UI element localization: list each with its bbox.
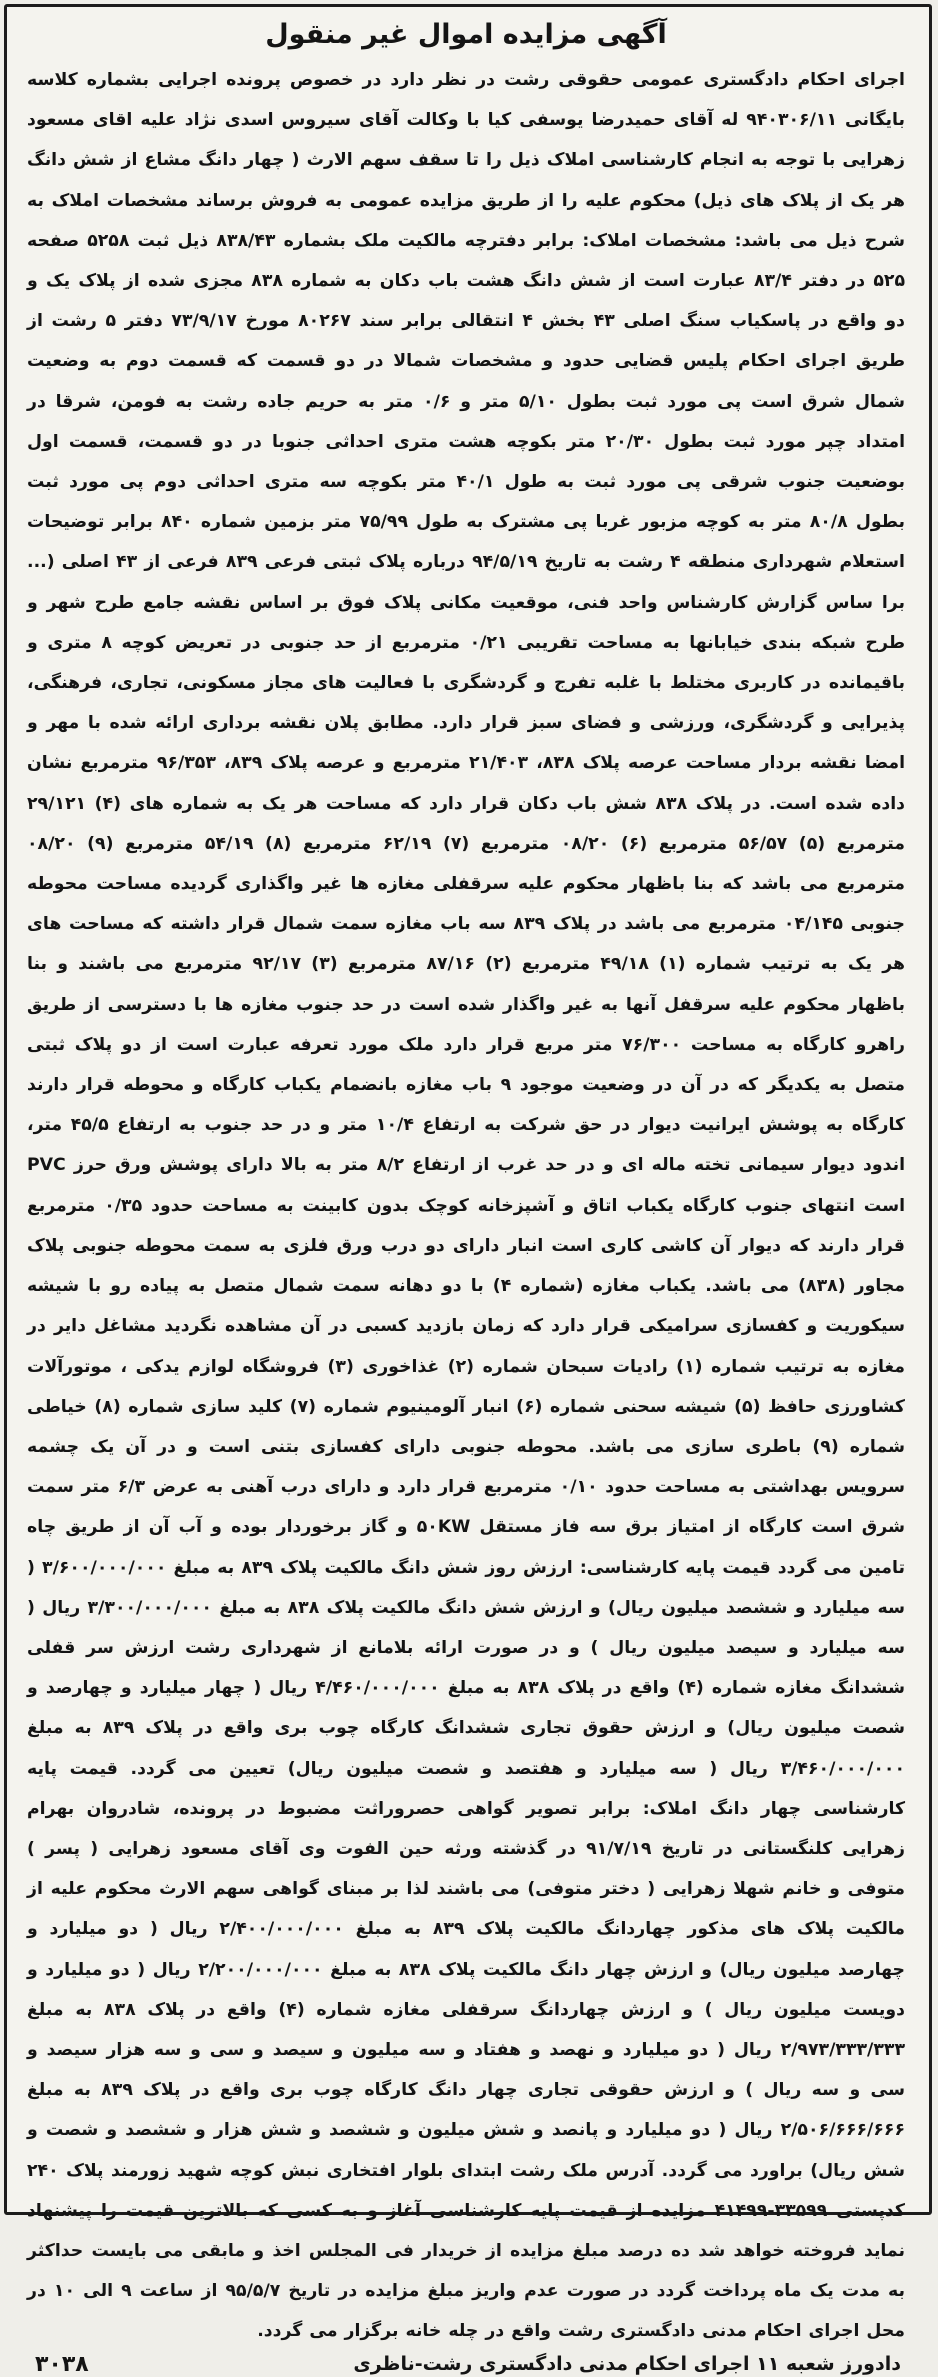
notice-footer bbox=[27, 2352, 905, 2377]
notice-title: آگهی مزایده اموال غیر منقول bbox=[265, 19, 667, 50]
notice-body: اجرای احکام دادگستری عمومی حقوقی رشت در نظر دارد در خصوص پرونده اجرایی بشماره کلاسه بایگانی ۹۴۰۳۰۶/۱۱ له آقای حمیدرضا یوسفی کیا با وکالت آقای سیروس اسدی نژاد علیه اقای مسعود زهرایی با توجه به انجام کارشناسی املاک ذیل را تا سقف سهم الارث ( چهار دانگ مشاع از شش دانگ هر یک از پلاک های ذیل) محکوم علیه را از طریق مزایده عمومی به فروش برساند مشخصات املاک به شرح ذیل می باشد: مشخصات املاک: برابر دفترچه مالکیت ملک بشماره ۸۳۸/۴۳ ذیل ثبت ۵۲۵۸ صفحه ۵۲۵ در دفتر ۸۳/۴ عبارت است از شش دانگ هشت باب دکان به شماره ۸۳۸ مجزی شده از پلاک یک و دو واقع در پاسکیاب سنگ اصلی ۴۳ بخش ۴ انتقالی برابر سند ۸۰۲۶۷ مورخ ۷۳/۹/۱۷ دفتر ۵ رشت از طریق اجرای احکام پلیس قضایی حدود و مشخصات شمالا در دو قسمت که قسمت دوم به وضعیت شمال شرق است پی مورد ثبت بطول ۵/۱۰ متر و ۰/۶ متر به حریم جاده رشت به فومن، شرقا در امتداد چپر مورد ثبت بطول ۲۰/۳۰ متر بکوچه هشت متری احداثی جنوبا در دو قسمت، قسمت اول بوضعیت جنوب شرقی پی مورد ثبت به طول ۴۰/۱ متر بکوچه سه متری احداثی دوم پی مورد ثبت بطول ۸۰/۸ متر به کوچه مزبور غربا پی مشترک به طول ۷۵/۹۹ متر بزمین شماره ۸۴۰ برابر توضیحات استعلام شهرداری منطقه ۴ رشت به تاریخ ۹۴/۵/۱۹ درباره پلاک ثبتی فرعی ۸۳۹ فرعی از ۴۳ اصلی (... برا ساس گزارش کارشناس واحد فنی، موقعیت مکانی پلاک فوق بر اساس نقشه جامع طرح شهر و طرح شبکه بندی خیابانها به مساحت تقریبی ۰/۲۱ مترمربع از حد جنوبی در تعریض کوچه ۸ متری و باقیمانده در کاربری مختلط با غلبه تفرج و گردشگری با فعالیت های مجاز مسکونی، تجاری، فرهنگی، پذیرایی و گردشگری، ورزشی و فضای سبز قرار دارد. مطابق پلان نقشه برداری ارائه شده با مهر و امضا نقشه بردار مساحت عرصه پلاک ۸۳۸، ۲۱/۴۰۳ مترمربع و عرصه پلاک ۸۳۹، ۹۶/۳۵۳ مترمربع نشان داده شده است. در پلاک ۸۳۸ شش باب دکان قرار دارد که مساحت هر یک به شماره های (۴) ۲۹/۱۲۱ مترمربع (۵) ۵۶/۵۷ مترمربع (۶) ۰۸/۲۰ مترمربع (۷) ۶۲/۱۹ مترمربع (۸) ۵۴/۱۹ مترمربع (۹) ۰۸/۲۰ مترمربع می باشد که بنا باظهار محکوم علیه سرقفلی مغازه ها غیر واگذاری گردیده مساحت محوطه جنوبی ۰۴/۱۴۵ مترمربع می باشد در پلاک ۸۳۹ سه باب مغازه سمت شمال قرار داشته که مساحت های هر یک به ترتیب شماره (۱) ۴۹/۱۸ مترمربع (۲) ۸۷/۱۶ مترمربع (۳) ۹۲/۱۷ مترمربع می باشند و بنا باظهار محکوم علیه سرقفل آنها به غیر واگذار شده است در حد جنوب مغازه ها با دسترسی از طریق راهرو کارگاه به مساحت ۷۶/۳۰۰ متر مربع قرار دارد ملک مورد تعرفه عبارت است از دو پلاک ثبتی متصل به یکدیگر که در آن در وضعیت موجود ۹ باب مغازه بانضمام یکباب کارگاه و محوطه قرار دارند کارگاه به پوشش ایرانیت دیوار در حق شرکت به ارتفاع ۱۰/۴ متر و در حد جنوب به ارتفاع ۴۵/۵ متر، اندود دیوار سیمانی تخته ماله ای و در حد غرب از ارتفاع ۸/۲ متر به بالا دارای پوشش ورق حرز PVC است انتهای جنوب کارگاه یکباب اتاق و آشپزخانه کوچک بدون کابینت به مساحت حدود ۰/۳۵ مترمربع قرار دارند که دیوار آن کاشی کاری است انبار دارای دو درب ورق فلزی به سمت محوطه جنوبی پلاک مجاور (۸۳۸) می باشد. یکباب مغازه (شماره ۴) با دو دهانه سمت شمال متصل به پیاده رو با شیشه سیکوریت و کفسازی سرامیکی قرار دارد که زمان بازدید کسبی در آن مشاهده نگردید مشاغل دایر در مغازه به ترتیب شماره (۱) رادیات سبحان شماره (۲) غذاخوری (۳) فروشگاه لوازم یدکی ، موتورآلات کشاورزی حافظ (۵) شیشه سحنی شماره (۶) انبار آلومینیوم شماره (۷) کلید سازی شماره (۸) خیاطی شماره (۹) باطری سازی می باشد. محوطه جنوبی دارای کفسازی بتنی است و در آن یک چشمه سرویس بهداشتی به مساحت حدود ۰/۱۰ مترمربع قرار دارد و دارای درب آهنی به عرض ۶/۳ متر سمت شرق است کارگاه از امتیاز برق سه فاز مستقل ۵۰KW و گاز برخوردار بوده و آب آن از طریق چاه تامین می گردد قیمت پایه کارشناسی: ارزش روز شش دانگ مالکیت پلاک ۸۳۹ به مبلغ ۳/۶۰۰/۰۰۰/۰۰۰ ( سه میلیارد و ششصد میلیون ریال) و ارزش شش دانگ مالکیت پلاک ۸۳۸ به مبلغ ۳/۳۰۰/۰۰۰/۰۰۰ ریال ( سه میلیارد و سیصد میلیون ریال ) و در صورت ارائه بلامانع از شهرداری رشت ارزش سر قفلی ششدانگ مغازه شماره (۴) واقع در پلاک ۸۳۸ به مبلغ ۴/۴۶۰/۰۰۰/۰۰۰ ریال ( چهار میلیارد و چهارصد و شصت میلیون ریال) و ارزش حقوق تجاری ششدانگ کارگاه چوب بری واقع در پلاک ۸۳۹ به مبلغ ۳/۴۶۰/۰۰۰/۰۰۰ ریال ( سه میلیارد و هفتصد و شصت میلیون ریال) تعیین می گردد. قیمت پایه کارشناسی چهار دانگ املاک: برابر تصویر گواهی حصروراثت مضبوط در پرونده، شادروان بهرام زهرایی کلنگستانی در تاریخ ۹۱/۷/۱۹ در گذشته ورثه حین الفوت وی آقای مسعود زهرایی ( پسر ) متوفی و خانم شهلا زهرایی ( دختر متوفی) می باشند لذا بر مبنای گواهی سهم الارث محکوم علیه از مالکیت پلاک های مذکور چهاردانگ مالکیت پلاک ۸۳۹ به مبلغ ۲/۴۰۰/۰۰۰/۰۰۰ ریال ( دو میلیارد و چهارصد میلیون ریال) و ارزش چهار دانگ مالکیت پلاک ۸۳۸ به مبلغ ۲/۲۰۰/۰۰۰/۰۰۰ ریال ( دو میلیارد و دویست میلیون ریال ) و ارزش چهاردانگ سرقفلی مغازه شماره (۴) واقع در پلاک ۸۳۸ به مبلغ ۲/۹۷۳/۳۳۳/۳۳۳ ریال ( دو میلیارد و نهصد و هفتاد و سه میلیون و سیصد و سی و سه هزار سیصد و سی و سه ریال ) و ارزش حقوقی تجاری چهار دانگ کارگاه چوب بری واقع در پلاک ۸۳۹ به مبلغ ۲/۵۰۶/۶۶۶/۶۶۶ ریال ( دو میلیارد و پانصد و شش میلیون و ششصد و شش هزار و ششصد و شصت و شش ریال) براورد می گردد. آدرس ملک رشت ابتدای بلوار افتخاری نبش کوچه شهید زورمند پلاک ۲۴۰ کدپستی ۳۳۵۹۹-۴۱۴۹۹ مزایده از قیمت پایه کارشناسی آغاز و به کسی که بالاترین قیمت را پیشنهاد نماید فروخته خواهد شد ده درصد مبلغ مزایده از خریدار فی المجلس اخذ و مابقی می بایست حداکثر به مدت یک ماه پرداخت گردد در صورت عدم واریز مبلغ مزایده در تاریخ ۹۵/۵/۷ از ساعت ۹ الی ۱۰ در محل اجرای احکام مدنی دادگستری رشت واقع در چله خانه برگزار می گردد. bbox=[27, 70, 906, 2342]
notice-code: ۳۰۳۸ bbox=[35, 2351, 89, 2377]
notice-header bbox=[27, 19, 905, 54]
auction-notice bbox=[4, 4, 932, 2377]
issuer-signature: دادورز شعبه ۱۱ اجرای احکام مدنی دادگستری رشت-ناظری bbox=[353, 2353, 901, 2376]
